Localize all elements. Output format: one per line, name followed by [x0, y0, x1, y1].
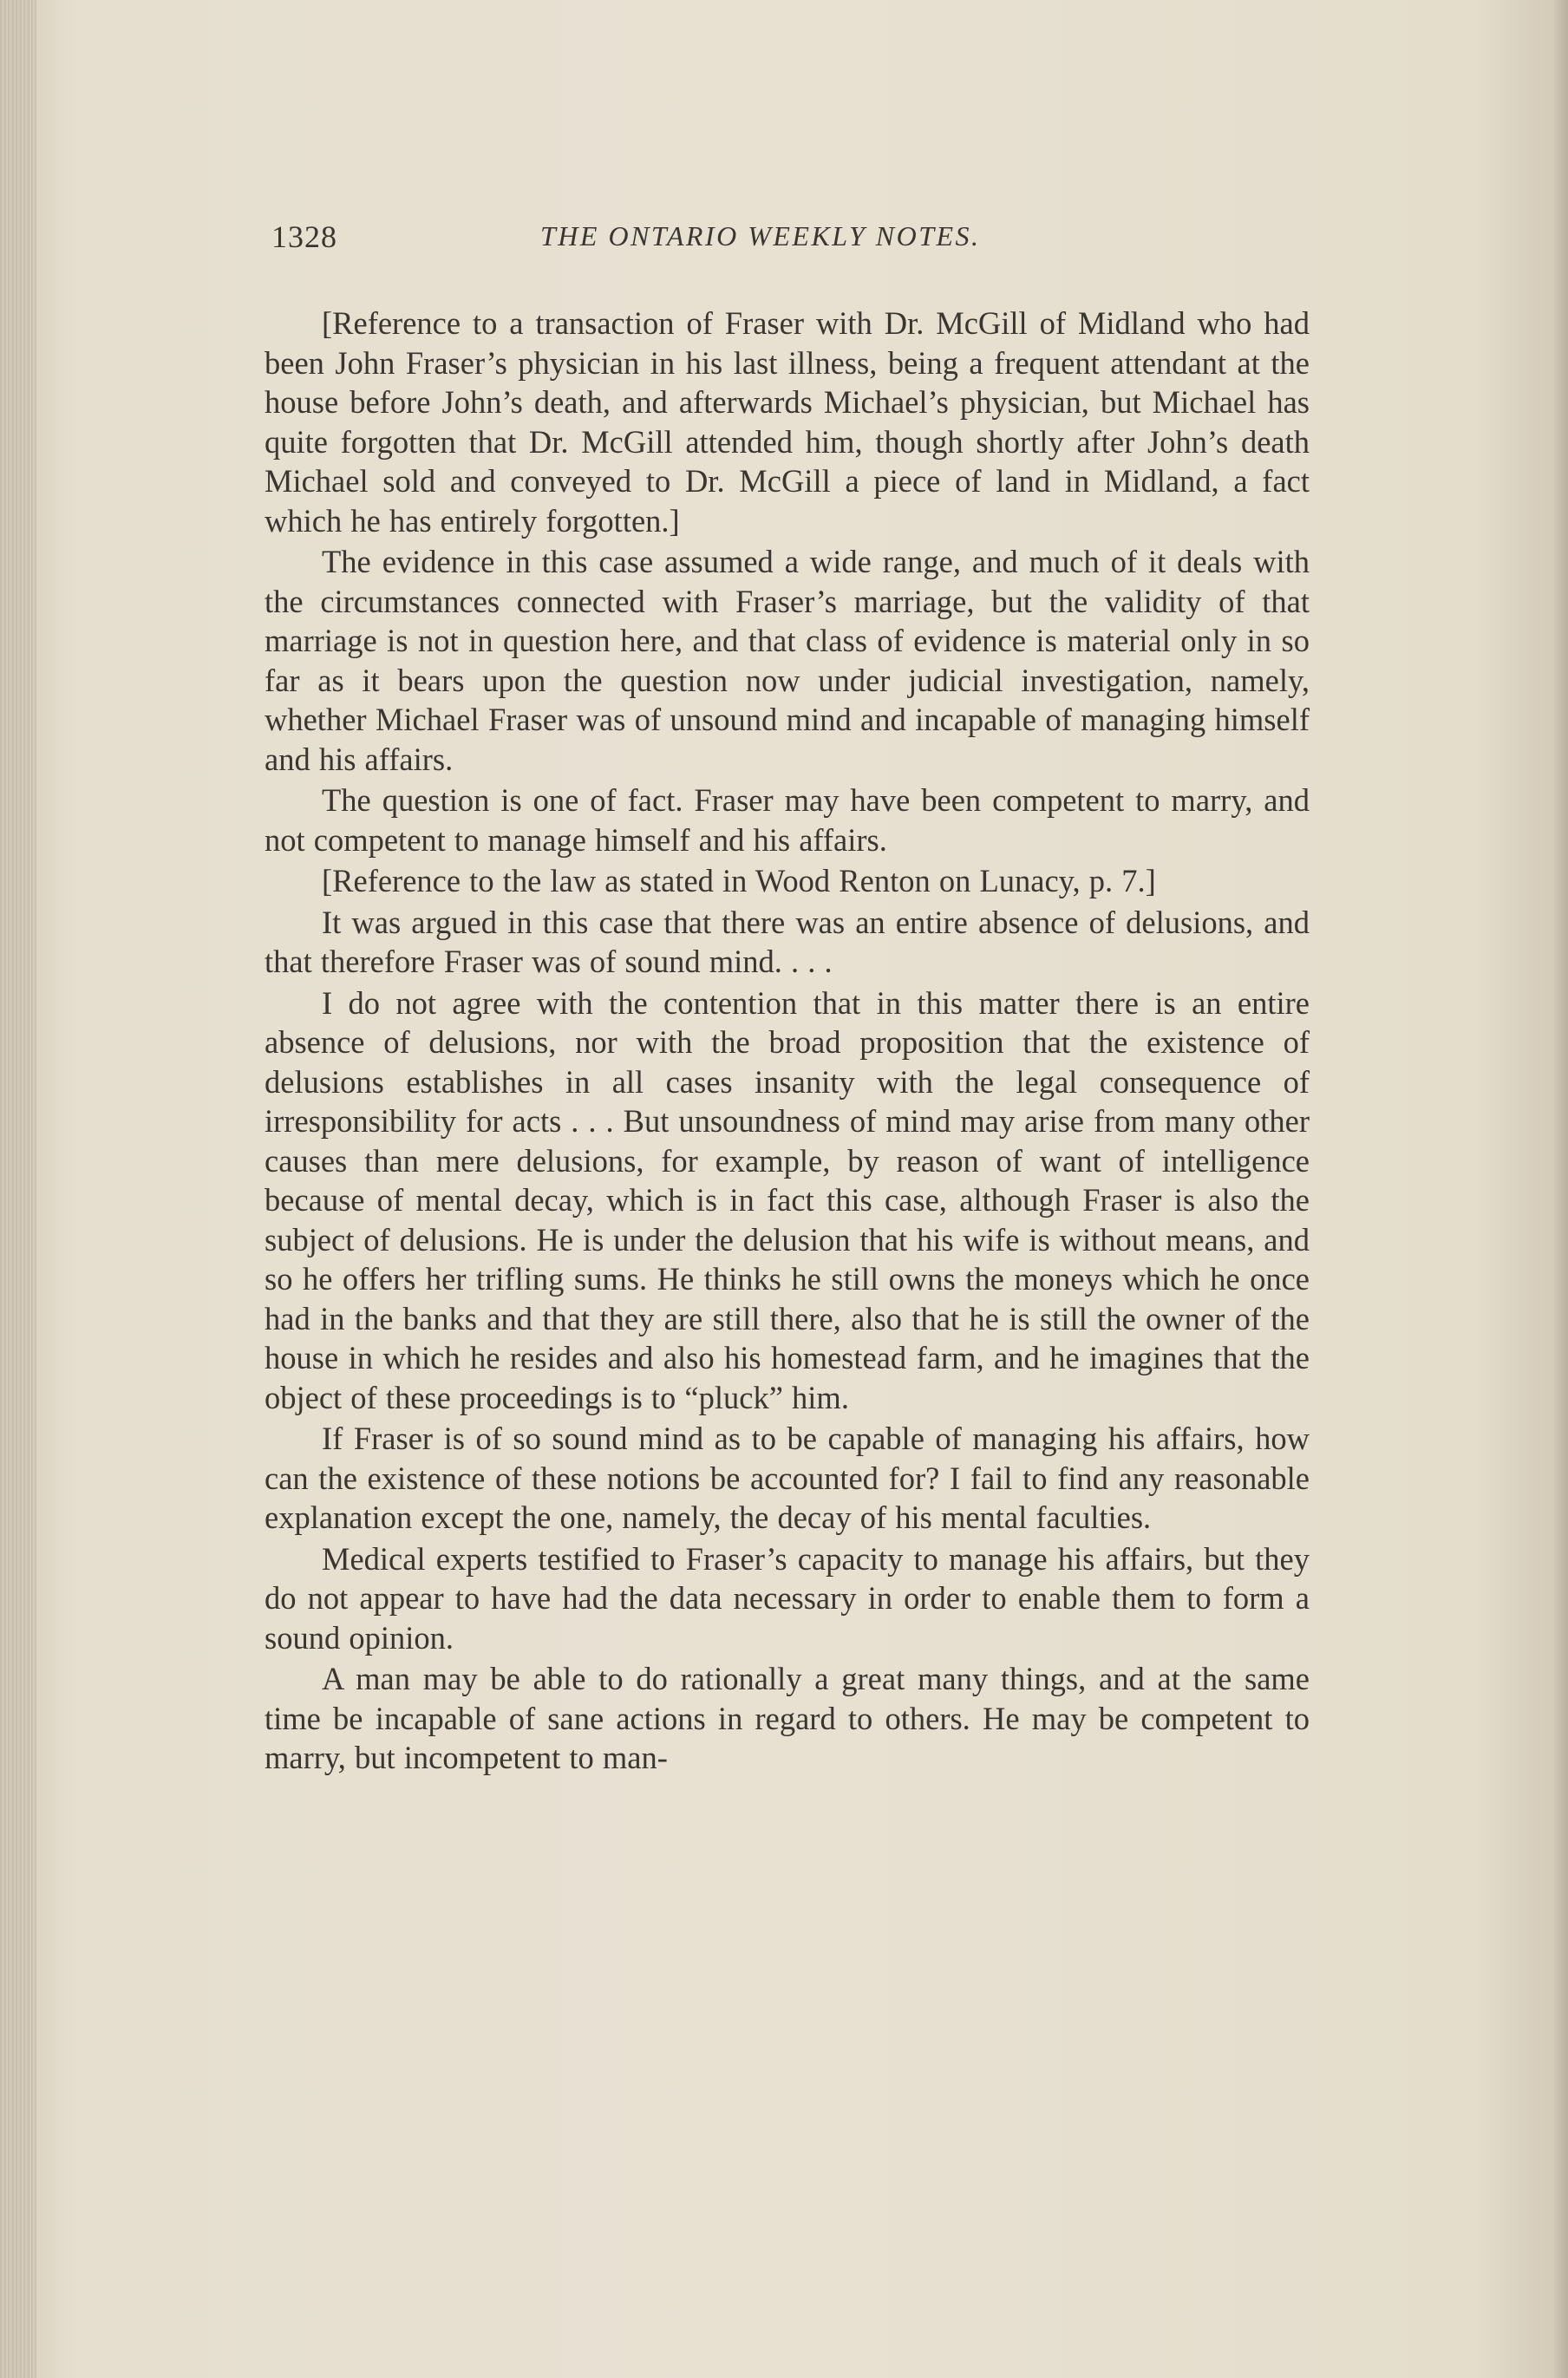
paragraph-absence-of-delusions: It was argued in this case that there was an entire absence of delusions, and that therefore Fraser was of sound mind. . . .	[265, 904, 1310, 979]
paragraph-mental-faculties: If Fraser is of so sound mind as to be capable of managing his affairs, how can the existence of these notions be accounted for? I fail to find any reasonable explanation except the one, namely, the decay of his mental faculties.	[265, 1421, 1310, 1535]
paragraph-rational-actions: A man may be able to do rationally a great many things, and at the same time be incapable of sane actions in regard to others. He may be competent to marry, but incompetent to man-	[265, 1661, 1310, 1775]
paragraph-medical-experts: Medical experts testified to Fraser’s capacity to manage his affairs, but they do not appear to have had the data necessary in order to enable them to form a sound opinion.	[265, 1540, 1310, 1656]
paragraph-question-of-fact: The question is one of fact. Fraser may have been competent to marry, and not competent to manage himself and his affairs.	[265, 782, 1310, 858]
page-number: 1328	[271, 219, 337, 254]
paragraph-unsoundness-of-mind: I do not agree with the contention that in this matter there is an entire absence of delusions, nor with the broad proposition that the existence of delusions establishes in all cases insanity with the legal consequence of irresponsibility for acts . . . But unsoundness of mind may arise from many other causes than mere delusions, for example, by reason of want of intelligence because of mental decay, which is in fact this case, although Fraser is also the subject of delusions. He is under the delusion that his wife is without means, and so he offers her trifling sums. He thinks he still owns the moneys which he once had in the banks and that they are still there, also that he is still the owner of the house in which he resides and also his homestead farm, and he imagines that the object of these proceedings is to “pluck” him.	[265, 984, 1310, 1415]
running-head	[271, 219, 1308, 260]
body-text	[265, 304, 1310, 1780]
paragraph-law-reference: [Reference to the law as stated in Wood Renton on Lunacy, p. 7.]	[322, 863, 1156, 898]
journal-title: THE ONTARIO WEEKLY NOTES.	[540, 220, 981, 252]
paragraph-mcgill-reference: [Reference to a transaction of Fraser with Dr. McGill of Midland who had been John Fraser’s physician in his last illness, being a frequent attendant at the house before John’s death, and afterwards Michael’s physician, but Michael has quite forgotten that Dr. McGill attended him, though shortly after John’s death Michael sold and conveyed to Dr. McGill a piece of land in Midland, a fact which he has entirely forgotten.]	[265, 305, 1310, 539]
page-binding-edge	[0, 0, 36, 2378]
paragraph-evidence-range: The evidence in this case assumed a wide range, and much of it deals with the circumstances connected with Fraser’s marriage, but the validity of that marriage is not in question here, and that class of evidence is material only in so far as it bears upon the question now under judicial investigation, namely, whether Michael Fraser was of unsound mind and incapable of managing himself and his affairs.	[265, 544, 1310, 777]
